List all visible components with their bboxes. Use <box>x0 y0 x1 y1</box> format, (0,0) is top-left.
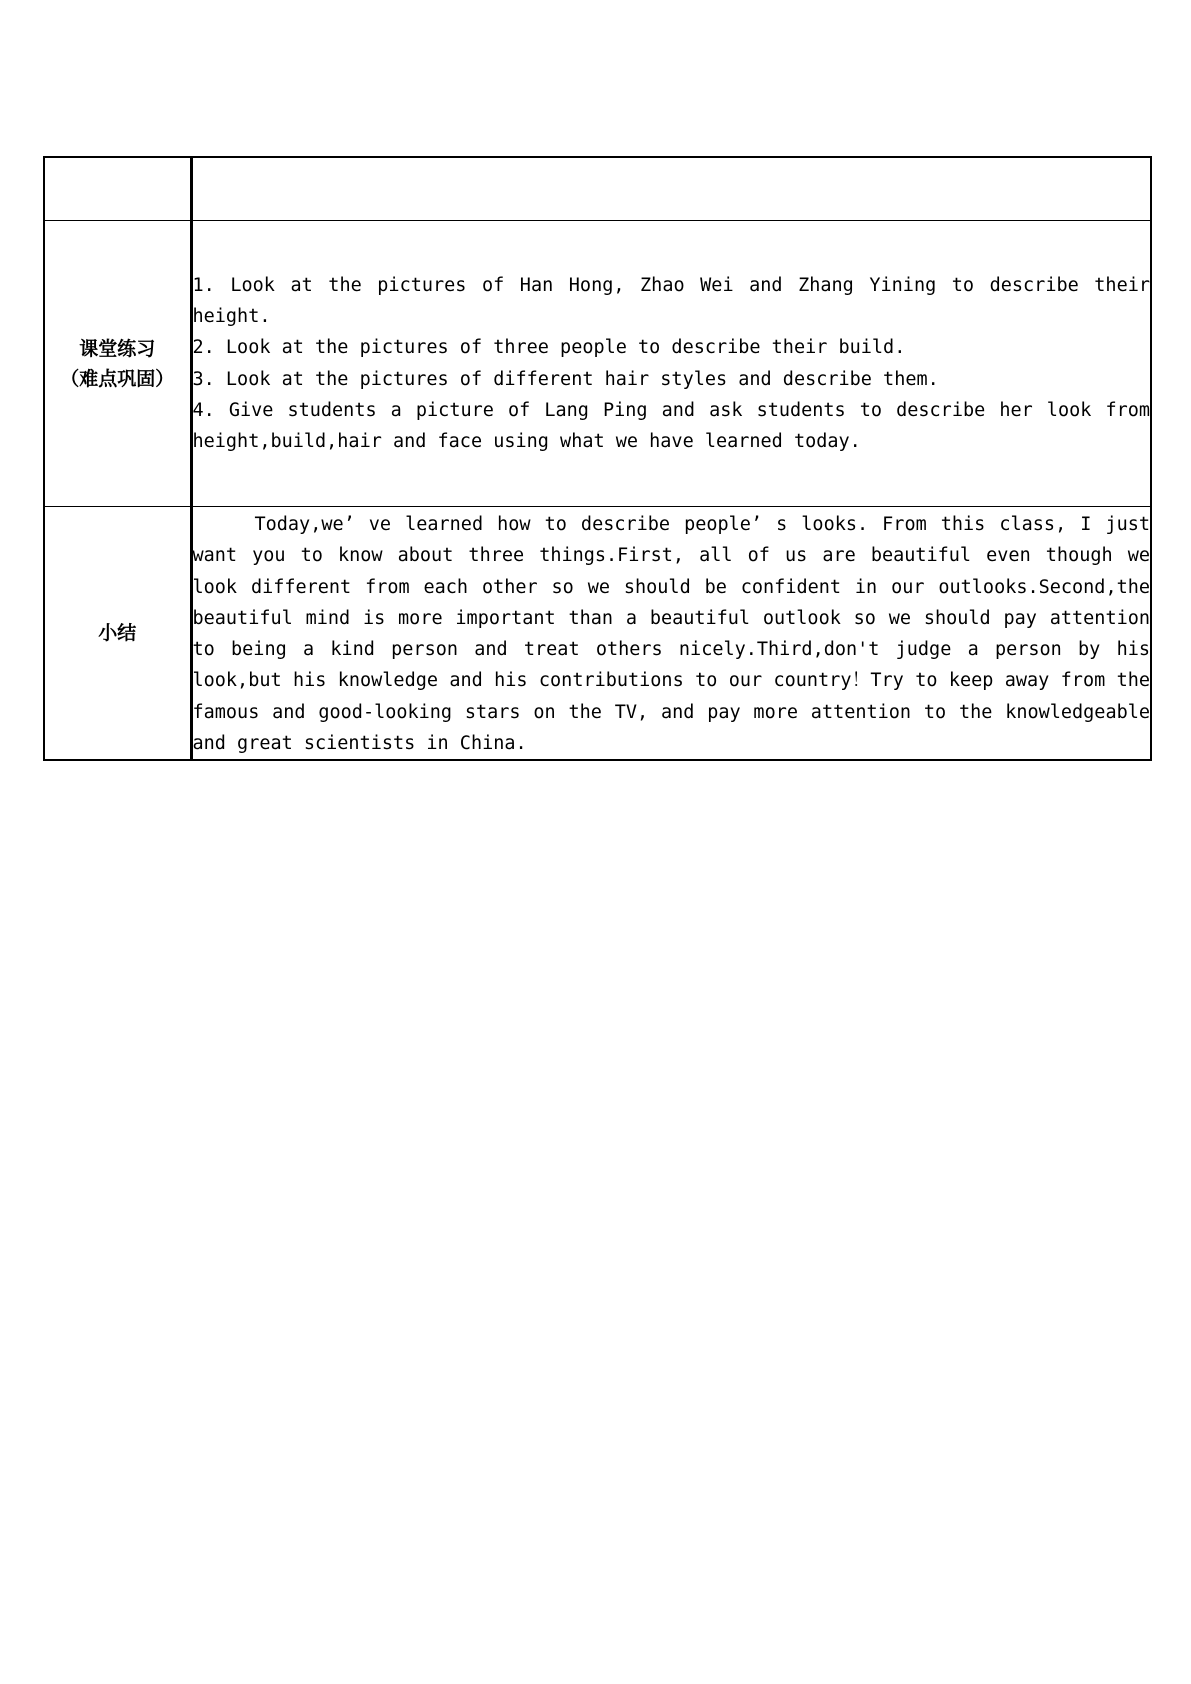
summary-label-text: 小结 <box>98 622 137 645</box>
lesson-plan-table <box>43 156 1152 761</box>
summary-paragraph: Today,we’ ve learned how to describe people’ s looks. From this class, I just want you to know about three things.First, all of us are beautiful even though we look different from each other so we should be confident in our outlooks.Second,the beautiful mind is more important than a beautiful outlook so we should pay attention to being a kind person and treat others nicely.Third,don't judge a person by his look,but his knowledge and his contributions to our country！Try to keep away from the famous and good-looking stars on the TV, and pay more attention to the knowledgeable and great scientists in China. <box>192 514 1150 755</box>
empty-label-cell <box>44 157 191 221</box>
table-row-classroom-practice <box>44 221 1151 507</box>
summary-content <box>191 507 1151 761</box>
empty-content-cell <box>191 157 1151 221</box>
classroom-practice-label-line-2: （难点巩固） <box>60 367 175 390</box>
classroom-practice-label-line-1: 课堂练习 <box>79 337 156 360</box>
summary-label <box>44 507 191 761</box>
practice-item: 3. Look at the pictures of different hair styles and describe them. <box>192 368 939 390</box>
practice-list <box>193 270 1151 458</box>
practice-item: 4. Give students a picture of Lang Ping and ask students to describe her look from height,build,hair and face using what we have learned today. <box>192 399 1150 453</box>
practice-item: 1. Look at the pictures of Han Hong, Zhao Wei and Zhang Yining to describe their height. <box>192 274 1150 327</box>
table-row-summary <box>44 507 1151 761</box>
table-row-empty <box>44 157 1151 221</box>
classroom-practice-label <box>44 221 191 507</box>
classroom-practice-content <box>191 221 1151 507</box>
practice-item: 2. Look at the pictures of three people to describe their build. <box>192 337 906 359</box>
